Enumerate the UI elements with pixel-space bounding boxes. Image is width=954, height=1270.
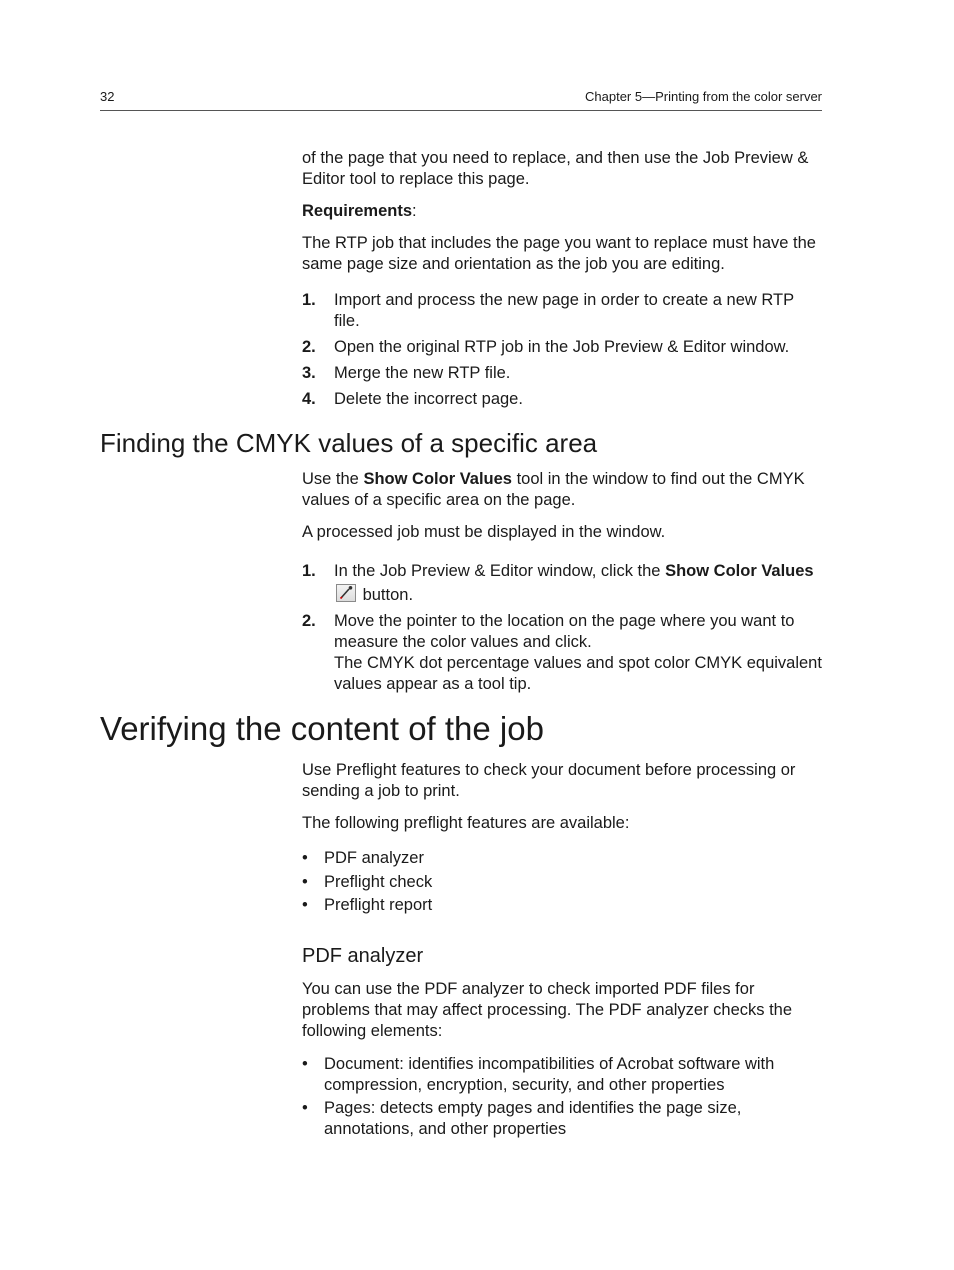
list-item: 2. Move the pointer to the location on the page where you want to measure the color values and click. The CMYK dot percentage values and spot color CMYK equivalent values appear as a tool tip. (302, 612, 822, 693)
step-result: The CMYK dot percentage values and spot color CMYK equivalent values appear as a tool tip. (334, 654, 822, 693)
page-header (100, 88, 822, 111)
verify-paragraph-2: The following preflight features are available: (302, 814, 630, 832)
section-heading-cmyk: Finding the CMYK values of a specific area (100, 428, 598, 458)
requirements-text: The RTP job that includes the page you want to replace must have the same page size and orientation as the job you are editing. (302, 234, 816, 273)
cmyk-paragraph: Use the Show Color Values tool in the window to find out the CMYK values of a specific area on the page. (302, 470, 805, 509)
list-item: 2. Open the original RTP job in the Job Preview & Editor window. (302, 338, 790, 356)
subsection-heading-pdf-analyzer: PDF analyzer (302, 945, 424, 967)
list-item: • PDF analyzer (302, 849, 424, 867)
chapter-title: Chapter 5—Printing from the color server (585, 89, 822, 104)
list-item: • Pages: detects empty pages and identifies the page size, annotations, and other properties (302, 1099, 742, 1138)
list-item: • Preflight report (302, 896, 433, 914)
list-item: • Document: identifies incompatibilities of Acrobat software with compression, encryption, security, and other properties (302, 1055, 775, 1094)
cmyk-steps (302, 559, 824, 695)
eyedropper-icon (336, 584, 356, 602)
intro-steps (302, 290, 824, 410)
verify-paragraph: Use Preflight features to check your document before processing or sending a job to print. (302, 761, 796, 800)
pdf-analyzer-elements-list (302, 1054, 824, 1140)
list-item: 4. Delete the incorrect page. (302, 390, 523, 408)
list-item: 1. In the Job Preview & Editor window, click the Show Color Values button. (302, 562, 814, 604)
cmyk-paragraph-2: A processed job must be displayed in the window. (302, 523, 666, 541)
requirements-label-line: Requirements: (302, 202, 417, 220)
list-item: • Preflight check (302, 872, 433, 891)
page-number: 32 (100, 89, 115, 104)
list-item: 1. Import and process the new page in order to create a new RTP file. (302, 291, 794, 330)
requirements-label: Requirements (302, 202, 413, 220)
preflight-features-list (302, 847, 824, 918)
pdf-analyzer-paragraph: You can use the PDF analyzer to check imported PDF files for problems that may affect processing. The PDF analyzer checks the following elements: (302, 980, 793, 1040)
section-heading-verify: Verifying the content of the job (100, 710, 544, 747)
list-item: 3. Merge the new RTP file. (302, 364, 511, 382)
intro-paragraph: of the page that you need to replace, and then use the Job Preview & Editor tool to replace this page. (302, 149, 809, 188)
